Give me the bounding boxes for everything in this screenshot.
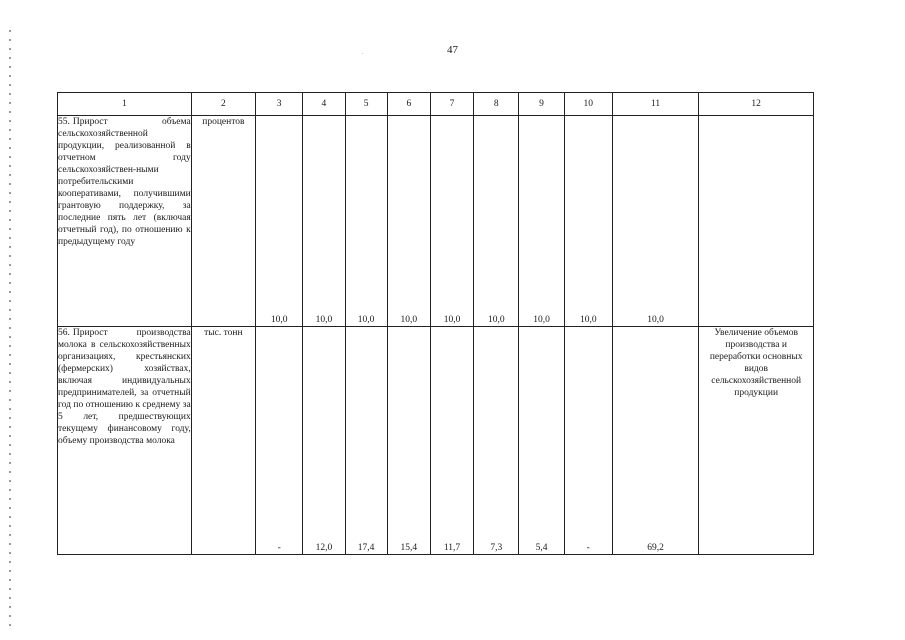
page-number: 47	[447, 44, 458, 56]
header-cell: 1	[58, 93, 192, 116]
indicator-name-cell	[58, 116, 192, 327]
header-cell: 3	[256, 93, 303, 116]
note-cell	[699, 116, 814, 327]
value-cell: -	[564, 327, 612, 555]
indicator-name: Прирост объема сельскохозяйственной продукции, реализованной в отчетном году сельскохозяйствен-ными потребительскими кооперативами, получившими грантовую поддержку, за последние пять лет (включая отчетный год), по отношению к предыдущему году	[58, 117, 191, 247]
value-cell: 10,0	[256, 116, 303, 327]
value-cell: 10,0	[564, 116, 612, 327]
table-row	[58, 327, 814, 555]
value-cell: 69,2	[612, 327, 698, 555]
header-cell: 2	[191, 93, 255, 116]
value-cell: 5,4	[519, 327, 564, 555]
note-cell: Увеличение объемов производства и переработки основных видов сельскохозяйственной продукции	[699, 327, 814, 555]
header-cell: 7	[430, 93, 473, 116]
header-cell: 12	[699, 93, 814, 116]
value-cell: 10,0	[612, 116, 698, 327]
value-cell: 10,0	[303, 116, 345, 327]
value-cell: 15,4	[387, 327, 430, 555]
header-cell: 4	[303, 93, 345, 116]
scan-speck: .	[362, 50, 364, 56]
row-number: 56.	[58, 328, 70, 338]
header-cell: 9	[519, 93, 564, 116]
value-cell: 11,7	[430, 327, 473, 555]
value-cell: 10,0	[519, 116, 564, 327]
header-cell: 6	[387, 93, 430, 116]
header-cell: 8	[474, 93, 519, 116]
value-cell: 17,4	[345, 327, 387, 555]
unit-cell: тыс. тонн	[191, 327, 255, 555]
header-cell: 11	[612, 93, 698, 116]
value-cell: 10,0	[474, 116, 519, 327]
indicator-table	[57, 92, 814, 555]
header-row	[58, 93, 814, 116]
header-cell: 10	[564, 93, 612, 116]
table-row	[58, 116, 814, 327]
value-cell: 10,0	[387, 116, 430, 327]
binding-marks	[9, 30, 11, 630]
value-cell: -	[256, 327, 303, 555]
header-cell: 5	[345, 93, 387, 116]
unit-cell: процентов	[191, 116, 255, 327]
indicator-name: Прирост производства молока в сельскохозяйственных организациях, крестьянских (фермерских) хозяйствах, включая индивидуальных предпринимателей, за отчетный год по отношению к среднему за 5 лет, предшествующих текущему финансовому году, объему производства молока	[58, 328, 191, 446]
value-cell: 12,0	[303, 327, 345, 555]
value-cell: 10,0	[430, 116, 473, 327]
value-cell: 10,0	[345, 116, 387, 327]
indicator-name-cell	[58, 327, 192, 555]
value-cell: 7,3	[474, 327, 519, 555]
row-number: 55.	[58, 117, 70, 127]
